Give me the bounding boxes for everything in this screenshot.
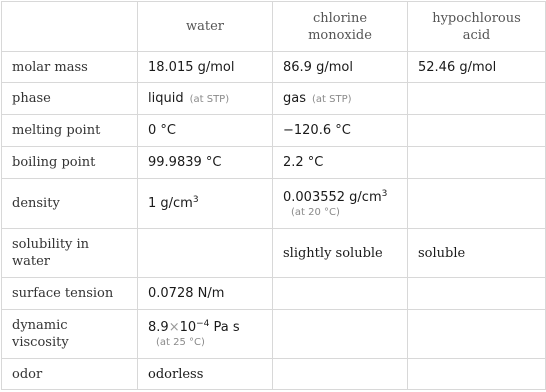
hocl-melting-point [408, 115, 546, 147]
water-boiling-point: 99.9839 °C [138, 147, 273, 179]
label-boiling-point: boiling point [2, 147, 138, 179]
label-density: density [2, 179, 138, 229]
clo-phase [273, 83, 408, 115]
viscosity-note: (at 25 °C) [156, 337, 205, 348]
water-odor: odorless [138, 359, 273, 390]
row-phase [2, 83, 546, 115]
hocl-phase [408, 83, 546, 115]
water-phase [138, 83, 273, 115]
label-phase: phase [2, 83, 138, 115]
label-surface-tension: surface tension [2, 278, 138, 310]
clo-solubility: slightly soluble [273, 229, 408, 278]
clo-density-note: (at 20 °C) [291, 206, 340, 218]
label-odor: odor [2, 359, 138, 390]
header-chlorine-monoxide: chlorine monoxide [273, 2, 408, 52]
clo-melting-point: −120.6 °C [273, 115, 408, 147]
clo-surface-tension [273, 278, 408, 310]
row-boiling-point [2, 147, 546, 179]
row-molar-mass [2, 52, 546, 83]
water-density [138, 179, 273, 229]
viscosity-times: × [168, 320, 180, 335]
label-dynamic-viscosity: dynamic viscosity [2, 310, 138, 359]
clo-boiling-point: 2.2 °C [273, 147, 408, 179]
hocl-odor [408, 359, 546, 390]
hocl-boiling-point [408, 147, 546, 179]
viscosity-unit: Pa s [209, 320, 240, 335]
label-melting-point: melting point [2, 115, 138, 147]
label-molar-mass: molar mass [2, 52, 138, 83]
row-dynamic-viscosity [2, 310, 546, 359]
clo-density-value: 0.003552 g/cm [283, 189, 382, 205]
hocl-solubility: soluble [408, 229, 546, 278]
water-solubility [138, 229, 273, 278]
hocl-dynamic-viscosity [408, 310, 546, 359]
row-solubility [2, 229, 546, 278]
water-phase-note: (at STP) [189, 94, 230, 105]
viscosity-base: 10 [179, 320, 197, 335]
row-odor [2, 359, 546, 390]
hocl-molar-mass: 52.46 g/mol [408, 52, 546, 83]
row-density [2, 179, 546, 229]
header-row [2, 2, 546, 52]
water-density-value: 1 g/cm [148, 196, 193, 211]
hocl-surface-tension [408, 278, 546, 310]
water-dynamic-viscosity [138, 310, 273, 359]
clo-dynamic-viscosity [273, 310, 408, 359]
clo-phase-value: gas [283, 91, 306, 106]
clo-density [273, 179, 408, 229]
header-water: water [138, 2, 273, 52]
header-empty [2, 2, 138, 52]
row-melting-point [2, 115, 546, 147]
water-phase-value: liquid [148, 91, 184, 106]
label-solubility: solubility in water [2, 229, 138, 278]
water-melting-point: 0 °C [138, 115, 273, 147]
properties-table [1, 1, 546, 390]
water-molar-mass: 18.015 g/mol [138, 52, 273, 83]
header-hypochlorous-acid: hypochlorous acid [408, 2, 546, 52]
clo-density-exp: 3 [381, 188, 388, 199]
water-surface-tension: 0.0728 N/m [138, 278, 273, 310]
row-surface-tension [2, 278, 546, 310]
clo-odor [273, 359, 408, 390]
hocl-density [408, 179, 546, 229]
water-density-exp: 3 [192, 195, 199, 205]
clo-phase-note: (at STP) [312, 94, 352, 105]
clo-molar-mass: 86.9 g/mol [273, 52, 408, 83]
viscosity-mantissa: 8.9 [148, 320, 169, 335]
viscosity-exp: −4 [196, 319, 210, 329]
